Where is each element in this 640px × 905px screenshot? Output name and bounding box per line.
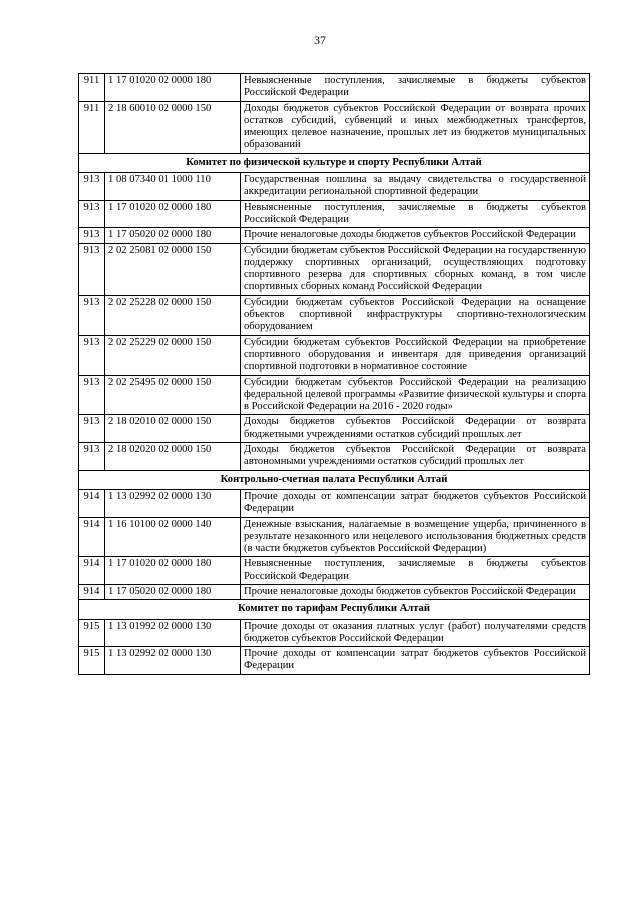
table-row [79, 101, 590, 153]
revenue-code-cell: 2 02 25229 02 0000 150 [105, 335, 241, 375]
table-row [79, 173, 590, 201]
table-row [79, 557, 590, 585]
table-row [79, 243, 590, 295]
revenue-code-cell: 1 08 07340 01 1000 110 [105, 173, 241, 201]
admin-code-cell: 913 [79, 173, 105, 201]
revenue-name-cell: Невыясненные поступления, зачисляемые в бюджеты субъектов Российской Федерации [241, 200, 590, 228]
admin-code-cell: 913 [79, 200, 105, 228]
revenue-code-cell: 1 17 01020 02 0000 180 [105, 557, 241, 585]
revenue-name-cell: Прочие неналоговые доходы бюджетов субъектов Российской Федерации [241, 584, 590, 599]
page-number: 37 [314, 33, 326, 47]
revenue-code-cell: 2 02 25081 02 0000 150 [105, 243, 241, 295]
revenue-code-cell: 1 13 01992 02 0000 130 [105, 619, 241, 647]
revenue-code-cell: 2 18 02010 02 0000 150 [105, 415, 241, 443]
table-row [79, 443, 590, 471]
admin-code-cell: 911 [79, 74, 105, 102]
admin-code-cell: 913 [79, 335, 105, 375]
admin-code-cell: 913 [79, 443, 105, 471]
revenue-name-cell: Денежные взыскания, налагаемые в возмещение ущерба, причиненного в результате незаконного или нецелевого использования бюджетных средств (в части бюджетов субъектов Российской Федерации) [241, 517, 590, 557]
revenue-code-cell: 2 18 02020 02 0000 150 [105, 443, 241, 471]
section-title: Контрольно-счетная палата Республики Алтай [79, 470, 590, 489]
table-row [79, 489, 590, 517]
revenue-code-cell: 2 18 60010 02 0000 150 [105, 101, 241, 153]
table-row [79, 335, 590, 375]
section-header-row [79, 600, 590, 619]
admin-code-cell: 914 [79, 517, 105, 557]
revenue-code-cell: 1 17 01020 02 0000 180 [105, 74, 241, 102]
admin-code-cell: 913 [79, 375, 105, 415]
table-row [79, 415, 590, 443]
revenue-name-cell: Невыясненные поступления, зачисляемые в бюджеты субъектов Российской Федерации [241, 557, 590, 585]
admin-code-cell: 913 [79, 228, 105, 243]
revenue-name-cell: Государственная пошлина за выдачу свидетельства о государственной аккредитации региональной спортивной федерации [241, 173, 590, 201]
section-header-row [79, 470, 590, 489]
table-row [79, 74, 590, 102]
section-title: Комитет по тарифам Республики Алтай [79, 600, 590, 619]
section-title: Комитет по физической культуре и спорту Республики Алтай [79, 153, 590, 172]
revenue-code-cell: 1 13 02992 02 0000 130 [105, 489, 241, 517]
revenue-name-cell: Прочие неналоговые доходы бюджетов субъектов Российской Федерации [241, 228, 590, 243]
revenue-name-cell: Субсидии бюджетам субъектов Российской Федерации на реализацию федеральной целевой программы «Развитие физической культуры и спорта в Российской Федерации на 2016 - 2020 годы» [241, 375, 590, 415]
section-header-row [79, 153, 590, 172]
revenue-name-cell: Доходы бюджетов субъектов Российской Федерации от возврата автономными учреждениями остатков субсидий прошлых лет [241, 443, 590, 471]
table-row [79, 619, 590, 647]
revenue-code-cell: 1 17 01020 02 0000 180 [105, 200, 241, 228]
revenue-code-cell: 1 17 05020 02 0000 180 [105, 584, 241, 599]
revenue-name-cell: Доходы бюджетов субъектов Российской Федерации от возврата бюджетными учреждениями остатков субсидий прошлых лет [241, 415, 590, 443]
revenue-name-cell: Субсидии бюджетам субъектов Российской Федерации на приобретение спортивного оборудования и инвентаря для приведения организаций спортивной подготовки в нормативное состояние [241, 335, 590, 375]
table-row [79, 228, 590, 243]
table-row [79, 647, 590, 675]
revenue-code-cell: 2 02 25228 02 0000 150 [105, 295, 241, 335]
admin-code-cell: 914 [79, 584, 105, 599]
admin-code-cell: 911 [79, 101, 105, 153]
admin-code-cell: 913 [79, 243, 105, 295]
admin-code-cell: 913 [79, 415, 105, 443]
revenue-name-cell: Прочие доходы от компенсации затрат бюджетов субъектов Российской Федерации [241, 647, 590, 675]
table-row [79, 584, 590, 599]
revenue-code-cell: 1 16 10100 02 0000 140 [105, 517, 241, 557]
table-row [79, 200, 590, 228]
admin-code-cell: 913 [79, 295, 105, 335]
table-row [79, 295, 590, 335]
admin-code-cell: 914 [79, 557, 105, 585]
admin-code-cell: 915 [79, 647, 105, 675]
revenue-name-cell: Субсидии бюджетам субъектов Российской Федерации на оснащение объектов спортивной инфраструктуры спортивно-технологическим оборудованием [241, 295, 590, 335]
revenue-name-cell: Субсидии бюджетам субъектов Российской Федерации на государственную поддержку спортивных организаций, осуществляющих подготовку спортивного резерва для спортивных сборных команд, в том числе спортивных сборных команд Российской Федерации [241, 243, 590, 295]
revenue-code-cell: 2 02 25495 02 0000 150 [105, 375, 241, 415]
table-body [79, 74, 590, 675]
revenue-name-cell: Доходы бюджетов субъектов Российской Федерации от возврата прочих остатков субсидий, субвенций и иных межбюджетных трансфертов, имеющих целевое назначение, прошлых лет из бюджетов муниципальных образований [241, 101, 590, 153]
revenue-name-cell: Прочие доходы от компенсации затрат бюджетов субъектов Российской Федерации [241, 489, 590, 517]
admin-code-cell: 914 [79, 489, 105, 517]
revenue-codes-table [78, 73, 590, 675]
revenue-name-cell: Невыясненные поступления, зачисляемые в бюджеты субъектов Российской Федерации [241, 74, 590, 102]
revenue-code-cell: 1 13 02992 02 0000 130 [105, 647, 241, 675]
revenue-name-cell: Прочие доходы от оказания платных услуг (работ) получателями средств бюджетов субъектов Российской Федерации [241, 619, 590, 647]
table-row [79, 517, 590, 557]
admin-code-cell: 915 [79, 619, 105, 647]
table-row [79, 375, 590, 415]
revenue-code-cell: 1 17 05020 02 0000 180 [105, 228, 241, 243]
